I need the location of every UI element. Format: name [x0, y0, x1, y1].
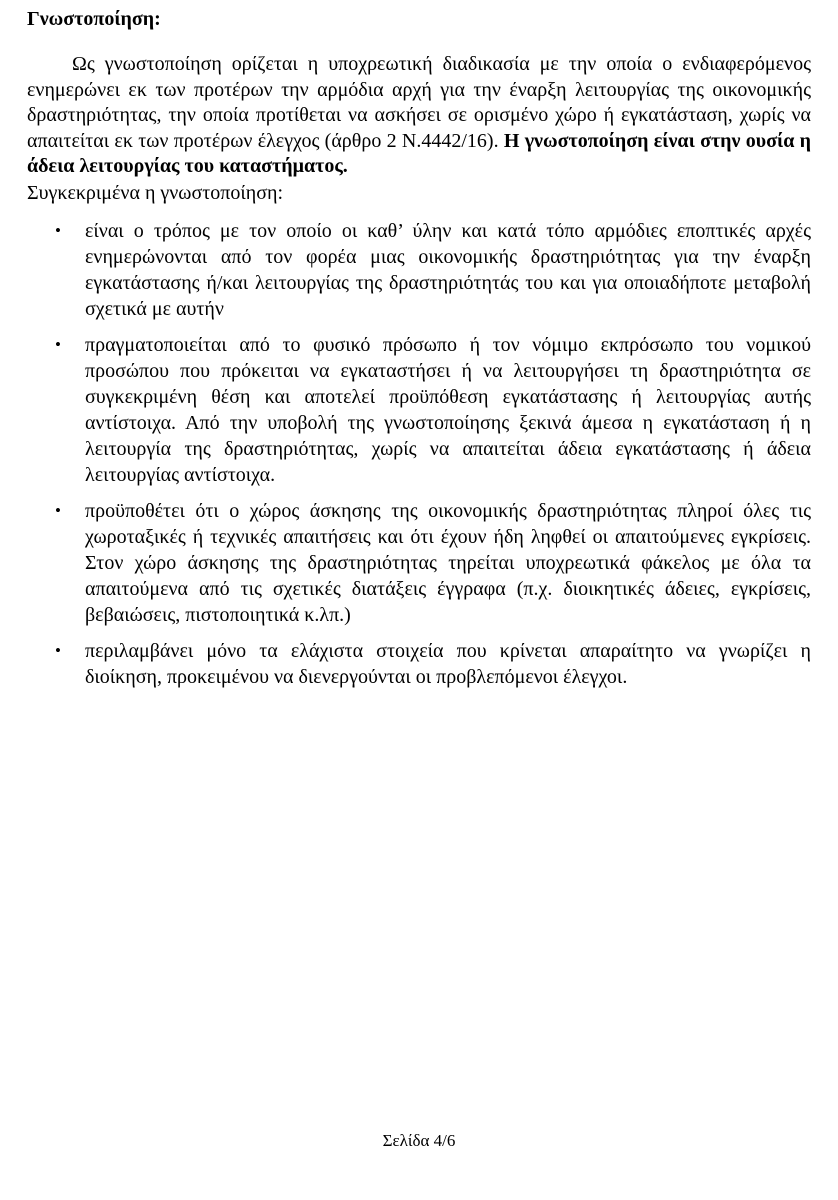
- page-footer: [27, 1130, 811, 1152]
- bullet-item-text: περιλαμβάνει μόνο τα ελάχιστα στοιχεία που κρίνεται απαραίτητο να γνωρίζει η διοίκηση, προκειμένου να διενεργούνται οι προβλεπόμενοι έλεγχοι.: [85, 639, 811, 688]
- bullet-item-1: [27, 218, 811, 322]
- bullet-item-text: προϋποθέτει ότι ο χώρος άσκησης της οικονομικής δραστηριότητας πληροί όλες τις χωροταξικές ή τεχνικές απαιτήσεις και ότι έχουν ήδη ληφθεί οι απαιτούμενες εγκρίσεις. Στον χώρο άσκησης της δραστηριότητας τηρείται υποχρεωτικά φάκελος με όλα τα απαιτούμενα από τις σχετικές διατάξεις έγγραφα (π.χ. διοικητικές άδειες, εγκρίσεις, βεβαιώσεις, πιστοποιητικά κ.λπ.): [85, 499, 811, 626]
- bullet-icon: •: [55, 640, 61, 660]
- bullet-list: [27, 218, 811, 690]
- bullet-icon: •: [55, 334, 61, 354]
- bullet-item-text: πραγματοποιείται από το φυσικό πρόσωπο ή τον νόμιμο εκπρόσωπο του νομικού προσώπου που πρόκειται να εγκαταστήσει ή να λειτουργήσει τη δραστηριότητα σε συγκεκριμένη θέση και αποτελεί προϋπόθεση εγκατάστασης ή λειτουργίας αυτής αντίστοιχα. Από την υποβολή της γνωστοποίησης ξεκινά άμεσα η εγκατάσταση ή η λειτουργία της δραστηριότητας, χωρίς να απαιτείται άδεια εγκατάστασης ή άδεια λειτουργίας αντίστοιχα.: [85, 333, 811, 486]
- intro-paragraph-bold-text: Η γνωστοποίηση είναι στην ουσία η άδεια λειτουργίας του καταστήματος.: [27, 129, 811, 177]
- bullet-item-text: είναι ο τρόπος με τον οποίο οι καθ’ ύλην και κατά τόπο αρμόδιες εποπτικές αρχές ενημερώνονται από τον φορέα μιας οικονομικής δραστηριότητας για την έναρξη εγκατάστασης ή/και λειτουργίας της δραστηριότητάς του και για οποιαδήποτε μεταβολή σχετικά με αυτήν: [85, 219, 811, 320]
- list-intro: Συγκεκριμένα η γνωστοποίηση:: [27, 181, 283, 204]
- intro-paragraph-text: Ως γνωστοποίηση ορίζεται η υποχρεωτική διαδικασία με την οποία ο ενδιαφερόμενος ενημερώνει εκ των προτέρων την αρμόδια αρχή για την έναρξη λειτουργίας της οικονομικής δραστηριότητας, την οποία προτίθεται να ασκήσει σε ορισμένο χώρο ή εγκατάσταση, χωρίς να απαιτείται εκ των προτέρων έλεγχος (άρθρο 2 Ν.4442/16).: [27, 53, 811, 152]
- bullet-item-3: [27, 498, 811, 628]
- document-content: [27, 6, 811, 690]
- page-number: Σελίδα 4/6: [382, 1131, 456, 1150]
- bullet-item-4: [27, 638, 811, 690]
- bullet-icon: •: [55, 500, 61, 520]
- bullet-icon: •: [55, 220, 61, 240]
- bullet-item-2: [27, 332, 811, 488]
- document-heading: Γνωστοποίηση:: [27, 8, 161, 30]
- intro-paragraph: [27, 52, 811, 180]
